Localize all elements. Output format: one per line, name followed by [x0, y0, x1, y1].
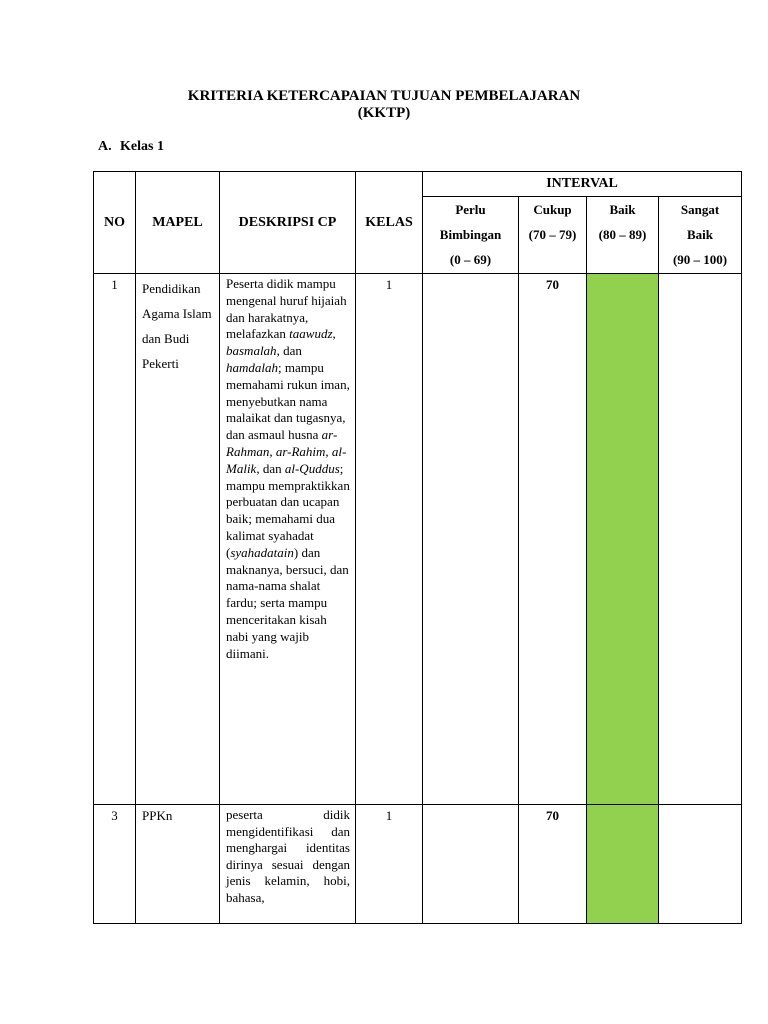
- header-baik-label: Baik: [609, 202, 636, 217]
- header-deskripsi: DESKRIPSI CP: [220, 172, 356, 274]
- row-number: 3: [94, 805, 136, 924]
- row-mapel: Pendidikan Agama Islam dan Budi Pekerti: [136, 274, 220, 805]
- header-sangat-line1: Sangat: [680, 202, 720, 217]
- section-heading: [98, 139, 164, 155]
- row-deskripsi: peserta didik mengidentifikasi dan menghargai identitas dirinya sesuai dengan jenis kelamin, hobi, bahasa,: [220, 805, 356, 924]
- section-label: Kelas 1: [120, 139, 164, 154]
- header-cukup-label: Cukup: [533, 202, 572, 217]
- header-perlu-range: (0 – 69): [449, 252, 492, 267]
- row-baik-highlight: [587, 274, 659, 805]
- row-cukup: 70: [519, 274, 587, 805]
- header-cukup-range: (70 – 79): [528, 227, 577, 242]
- header-sangat-baik: [659, 197, 742, 274]
- header-interval: INTERVAL: [423, 172, 742, 197]
- row-sangat-baik: [659, 274, 742, 805]
- table-row: [94, 274, 742, 805]
- header-perlu-line2: Bimbingan: [439, 227, 502, 242]
- row-sangat-baik: [659, 805, 742, 924]
- document-subtitle: (KKTP): [357, 105, 411, 121]
- header-baik-range: (80 – 89): [598, 227, 647, 242]
- header-perlu-line1: Perlu: [455, 202, 486, 217]
- header-sangat-line2: Baik: [687, 227, 714, 242]
- row-number: 1: [94, 274, 136, 805]
- row-kelas: 1: [356, 805, 423, 924]
- header-no: NO: [94, 172, 136, 274]
- header-cukup: [519, 197, 587, 274]
- row-perlu-bimbingan: [423, 274, 519, 805]
- row-baik-highlight: [587, 805, 659, 924]
- header-perlu-bimbingan: [423, 197, 519, 274]
- kktp-table: [93, 171, 742, 924]
- header-sangat-range: (90 – 100): [672, 252, 728, 267]
- header-mapel: MAPEL: [136, 172, 220, 274]
- header-kelas: KELAS: [356, 172, 423, 274]
- row-perlu-bimbingan: [423, 805, 519, 924]
- document-title: KRITERIA KETERCAPAIAN TUJUAN PEMBELAJARAN: [187, 88, 581, 104]
- row-mapel: PPKn: [136, 805, 220, 924]
- row-kelas: 1: [356, 274, 423, 805]
- table-row: [94, 805, 742, 924]
- section-number: A.: [98, 139, 112, 154]
- header-baik: [587, 197, 659, 274]
- row-deskripsi: Peserta didik mampu mengenal huruf hijaiah dan harakatnya, melafazkan taawudz, basmalah, dan hamdalah; mampu memahami rukun iman, menyebutkan nama malaikat dan tugasnya, dan asmaul husna ar-Rahman, ar-Rahim, al-Malik, dan al-Quddus; mampu mempraktikkan perbuatan dan ucapan baik; memahami dua kalimat syahadat (syahadatain) dan maknanya, bersuci, dan nama-nama shalat fardu; serta mampu menceritakan kisah nabi yang wajib diimani.: [220, 274, 356, 805]
- row-cukup: 70: [519, 805, 587, 924]
